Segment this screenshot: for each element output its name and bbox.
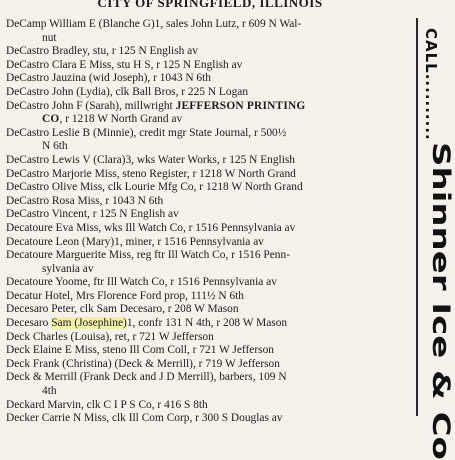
entry-text: Decatur Hotel, Mrs Florence Ford prop, 111½ N 6th xyxy=(6,289,244,302)
entry-text: Deck Charles (Louisa), ret, r 721 W Jefferson xyxy=(6,330,214,343)
directory-entry xyxy=(6,385,416,399)
entry-text: DeCastro Vincent, r 125 N English av xyxy=(6,208,179,221)
directory-entry xyxy=(6,236,416,250)
entry-text: Deck Frank (Christina) (Deck & Merrill), r 719 W Jefferson xyxy=(6,357,280,370)
directory-entry xyxy=(6,127,416,141)
entry-text: N 6th xyxy=(42,140,68,153)
entry-text: Decatoure Marguerite Miss, reg ftr Ill Watch Co, r 1516 Penn- xyxy=(6,249,290,262)
directory-entry xyxy=(6,344,416,358)
entry-text: Deck & Merrill (Frank Deck and J D Merrill), barbers, 109 N xyxy=(6,371,287,384)
directory-entry xyxy=(6,45,416,59)
entry-text: DeCastro Jauzina (wid Joseph), r 1043 N 6th xyxy=(6,72,211,85)
directory-entry xyxy=(6,222,416,236)
entry-text: DeCastro Leslie B (Minnie), credit mgr State Journal, r 500½ xyxy=(6,126,287,139)
directory-entry xyxy=(6,331,416,345)
directory-entry xyxy=(6,317,416,331)
entry-text: DeCastro Marjorie Miss, steno Register, r 1218 W North Grand xyxy=(6,167,296,180)
directory-entry xyxy=(6,303,416,317)
entry-highlighted-text: Sam (Josephine) xyxy=(51,317,127,330)
entry-text: Decatoure Leon (Mary)1, miner, r 1516 Pennsylvania av xyxy=(6,235,264,248)
entry-text: DeCastro Clara E Miss, stu H S, r 125 N English av xyxy=(6,58,243,71)
directory-entry xyxy=(6,208,416,222)
entry-text: Decesaro Peter, clk Sam Decesaro, r 208 W Mason xyxy=(6,303,239,316)
entry-text: Deckard Marvin, clk C I P S Co, r 416 S 8th xyxy=(6,398,208,411)
side-ad-big-text: Shinner Ice & Co xyxy=(426,142,455,460)
page-header: CITY OF SPRINGFIELD, ILLINOIS xyxy=(97,0,323,10)
directory-entry xyxy=(6,32,416,46)
directory-entries xyxy=(6,18,416,426)
directory-entry xyxy=(6,358,416,372)
directory-entry xyxy=(6,154,416,168)
directory-entry xyxy=(6,371,416,385)
entry-text: DeCamp William E (Blanche G)1, sales John Lutz, r 609 N Wal- xyxy=(6,18,302,30)
entry-text: DeCastro John F (Sarah), millwright xyxy=(6,99,176,112)
entry-text-continued: 1, confr 131 N 4th, r 208 W Mason xyxy=(126,317,288,330)
entry-text: DeCastro John (Lydia), clk Ball Bros, r 225 N Logan xyxy=(6,85,249,98)
entry-text: Decesaro xyxy=(6,317,52,330)
directory-entry xyxy=(6,412,416,426)
entry-text: sylvania av xyxy=(42,262,94,275)
directory-entry xyxy=(6,181,416,195)
entry-text: DeCastro Lewis V (Clara)3, wks Water Works, r 125 N English xyxy=(6,153,296,166)
directory-entry xyxy=(6,249,416,263)
entry-bold-text: JEFFERSON PRINTING xyxy=(175,99,306,112)
side-advertisement xyxy=(421,14,455,460)
directory-entry xyxy=(6,59,416,73)
directory-entry xyxy=(6,263,416,277)
entry-text: 4th xyxy=(42,385,57,398)
directory-entry xyxy=(6,168,416,182)
entry-text: DeCastro Olive Miss, clk Lourie Mfg Co, r 1218 W North Grand xyxy=(6,181,303,194)
directory-entry xyxy=(6,290,416,304)
entry-text: DeCastro Rosa Miss, r 1043 N 6th xyxy=(6,194,164,207)
entry-text-continued: , r 1218 W North Grand av xyxy=(59,113,183,126)
directory-entry xyxy=(6,100,416,114)
side-ad-call-text: CALL.......... xyxy=(422,28,440,141)
entry-text: DeCastro Bradley, stu, r 125 N English av xyxy=(6,45,198,58)
directory-entry xyxy=(6,276,416,290)
directory-entry xyxy=(6,113,416,127)
entry-text: nut xyxy=(42,31,57,44)
directory-entry xyxy=(6,140,416,154)
directory-entry xyxy=(6,195,416,209)
entry-text: Decker Carrie N Miss, clk Ill Com Corp, r 300 S Douglas av xyxy=(6,412,283,425)
entry-text: Deck Elaine E Miss, steno Ill Com Coll, r 721 W Jefferson xyxy=(6,344,274,357)
entry-text: Decatoure Yoome, ftr Ill Watch Co, r 1516 Pennsylvania av xyxy=(6,276,277,289)
column-divider xyxy=(416,18,418,416)
directory-entry xyxy=(6,86,416,100)
entry-bold-text: CO xyxy=(42,113,60,126)
entry-text: Decatoure Eva Miss, wks Ill Watch Co, r 1516 Pennsylvania av xyxy=(6,221,296,234)
directory-entry xyxy=(6,18,416,32)
directory-entry xyxy=(6,399,416,413)
directory-entry xyxy=(6,72,416,86)
